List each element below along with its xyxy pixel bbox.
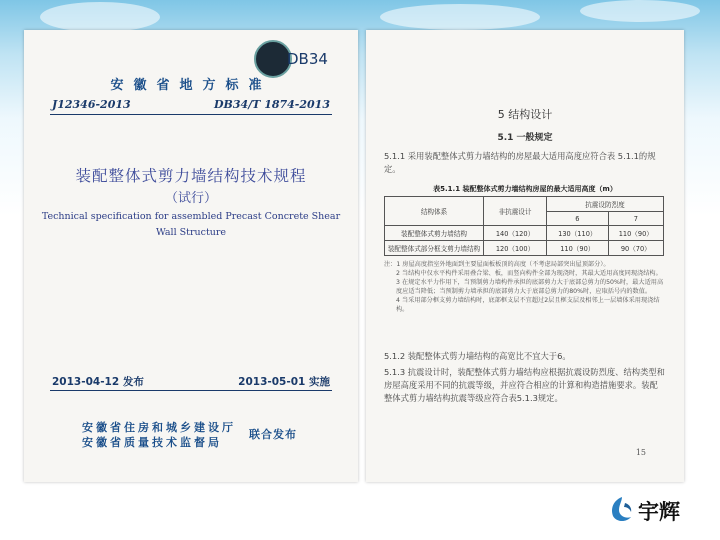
table-header-row: [385, 197, 664, 212]
note-item: 2 当结构中仅水平构件采用叠合梁、板，而竖向构件全部为现浇时，其最大适用高度同现浇结构。: [396, 270, 662, 277]
standard-number-left: J12346-2013: [52, 98, 131, 111]
table-cell: 110（90）: [608, 226, 663, 241]
issue-date: 2013-04-12 发布: [52, 376, 144, 388]
yuhui-logo-icon: [607, 494, 637, 528]
clause-5-1-1: 5.1.1 采用装配整体式剪力墙结构的房屋最大适用高度应符合表 5.1.1的规定。: [384, 151, 656, 174]
max-height-table: [384, 196, 664, 256]
page-number: 15: [635, 448, 646, 457]
title-english: [24, 209, 358, 241]
table-notes: [384, 260, 668, 314]
header-system: 结构体系: [385, 197, 484, 226]
table-row: [385, 241, 664, 256]
table-cell: 110（90）: [547, 241, 609, 256]
subsection-title: 5.1 一般规定: [497, 133, 553, 143]
yuhui-logo-text: 宇辉: [638, 500, 680, 524]
note-item: 3 在规定水平力作用下，当预制剪力墙构件承担的底部剪力大于底部总剪力的50%时，最大适用高度应适当降低；当预制剪力墙承担的底部剪力大于底部总剪力的80%时，应取括号内的数值。: [396, 279, 664, 295]
title-chinese-subtitle: （试行）: [164, 191, 217, 206]
title-english-line2: Wall Structure: [155, 227, 227, 238]
clause-5-1-3: 5.1.3 抗震设计时，装配整体式剪力墙结构应根据抗震设防烈度、结构类型和房屋高度采用不同的抗震等级，并应符合相应的计算和构造措施要求。装配整体式剪力墙结构抗震等级应符合表5.1.3规定。: [384, 367, 665, 403]
header-intensity-7: 7: [608, 212, 663, 226]
cloud-decoration: [40, 2, 160, 32]
table-cell: 130（110）: [547, 226, 609, 241]
cloud-decoration: [580, 0, 700, 22]
joint-publish-label: 联合发布: [249, 428, 297, 441]
issuer-quality-bureau: 安徽省质量技术监督局: [82, 436, 222, 449]
header-intensity-6: 6: [547, 212, 609, 226]
header-non-seismic: 非抗震设计: [484, 197, 547, 226]
table-cell: 140（120）: [484, 226, 547, 241]
province-standard-heading: 安徽省地方标准: [110, 78, 272, 93]
note-item: 4 当采用部分框支剪力墙结构时，底部框支层不宜超过2层且框支层及相邻上一层墙体采用现浇结构。: [396, 297, 660, 313]
divider: [50, 114, 332, 115]
note-item: 注：1 房屋高度指室外地面到主要屋面板板顶的高度（不考虑局部突出屋顶部分）。: [384, 261, 610, 268]
divider: [50, 390, 332, 391]
section-title: 5 结构设计: [497, 108, 553, 121]
table-cell: 装配整体式部分框支剪力墙结构: [385, 241, 484, 256]
table-cell: 90（70）: [608, 241, 663, 256]
db34-badge-text: DB34: [287, 50, 328, 68]
standard-cover-page: [24, 30, 358, 482]
standard-content-page: [366, 30, 684, 482]
title-chinese: 装配整体式剪力墙结构技术规程: [75, 167, 307, 185]
header-intensity: 抗震设防烈度: [547, 197, 664, 212]
issuer-construction-dept: 安徽省住房和城乡建设厅: [82, 421, 236, 434]
table-cell: 120（100）: [484, 241, 547, 256]
table-row: [385, 226, 664, 241]
standard-number-right: DB34/T 1874-2013: [214, 98, 330, 111]
table-caption: 表5.1.1 装配整体式剪力墙结构房屋的最大适用高度（m）: [433, 185, 617, 193]
clause-5-1-2: 5.1.2 装配整体式剪力墙结构的高宽比不宜大于6。: [384, 351, 571, 361]
title-english-line1: Technical specification for assembled Precast Concrete Shear: [41, 211, 341, 222]
cloud-decoration: [380, 4, 540, 30]
implementation-date: 2013-05-01 实施: [238, 376, 330, 388]
table-cell: 装配整体式剪力墙结构: [385, 226, 484, 241]
